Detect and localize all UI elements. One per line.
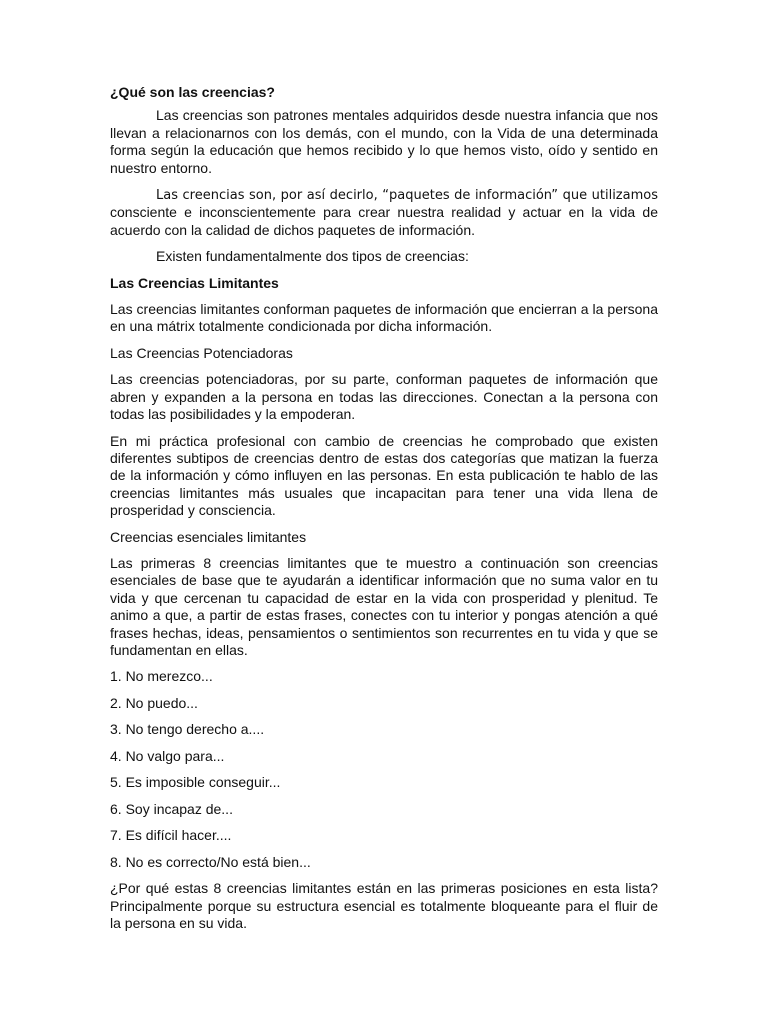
heading-essential-limiting-beliefs: Creencias esenciales limitantes xyxy=(110,528,307,545)
list-item: 8. No es correcto/No está bien... xyxy=(110,853,311,870)
paragraph-professional-practice: En mi práctica profesional con cambio de creencias he comprobado que existen diferentes subtipos de creencias dentro de estas dos categorías que matizan la fuerza de la información y cómo influyen en las personas. En esta publicación te hablo de las creencias limitantes más usuales que incapacitan para tener una vida llena de prosperidad y consciencia. xyxy=(110,432,658,519)
list-item: 6. Soy incapaz de... xyxy=(110,800,233,817)
paragraph-empowering-beliefs: Las creencias potenciadoras, por su parte, conforman paquetes de información que abren y expanden a la persona en todas las direcciones. Conectan a la persona con todas las posibilidades y la empoderan. xyxy=(110,371,658,423)
paragraph-definition: Las creencias son patrones mentales adquiridos desde nuestra infancia que nos llevan a relacionarnos con los demás, con el mundo, con la Vida de una determinada forma según la educación que hemos recibido y lo que hemos visto, oído y sentido en nuestro entorno. xyxy=(110,107,658,176)
paragraph-types-intro: Existen fundamentalmente dos tipos de creencias: xyxy=(156,248,469,265)
paragraph-limiting-beliefs: Las creencias limitantes conforman paquetes de información que encierran a la persona en una mátrix totalmente condicionada por dicha información. xyxy=(110,301,658,335)
paragraph-information-packages-lead: Las creencias son, por así decirlo, “paquetes de información” que utilizamos xyxy=(156,188,658,204)
heading-empowering-beliefs: Las Creencias Potenciadoras xyxy=(110,344,293,361)
paragraph-information-packages-rest: consciente e inconscientemente para crear nuestra realidad y actuar en la vida de acuerdo con la calidad de dichos paquetes de información. xyxy=(110,204,658,238)
paragraph-essential-beliefs: Las primeras 8 creencias limitantes que te muestro a continuación son creencias esenciales de base que te ayudarán a identificar información que no suma valor en tu vida y que cercenan tu capacidad de estar en la vida con prosperidad y plenitud. Te animo a que, a partir de estas frases, conectes con tu interior y pongas atención a qué frases hechas, ideas, pensamientos o sentimientos son recurrentes en tu vida y que se fundamentan en ellas. xyxy=(110,554,658,658)
paragraph-information-packages xyxy=(110,186,658,239)
list-item: 3. No tengo derecho a.... xyxy=(110,721,265,738)
paragraph-conclusion: ¿Por qué estas 8 creencias limitantes están en las primeras posiciones en esta lista? Principalmente porque su estructura esencial es totalmente bloqueante para el fluir de la persona en su vida. xyxy=(110,880,658,932)
list-item: 1. No merezco... xyxy=(110,668,213,685)
list-item: 5. Es imposible conseguir... xyxy=(110,774,281,791)
list-item: 4. No valgo para... xyxy=(110,747,225,764)
document-title: ¿Qué son las creencias? xyxy=(110,84,275,100)
heading-limiting-beliefs: Las Creencias Limitantes xyxy=(110,274,279,291)
list-item: 2. No puedo... xyxy=(110,694,198,711)
list-item: 7. Es difícil hacer.... xyxy=(110,827,232,844)
